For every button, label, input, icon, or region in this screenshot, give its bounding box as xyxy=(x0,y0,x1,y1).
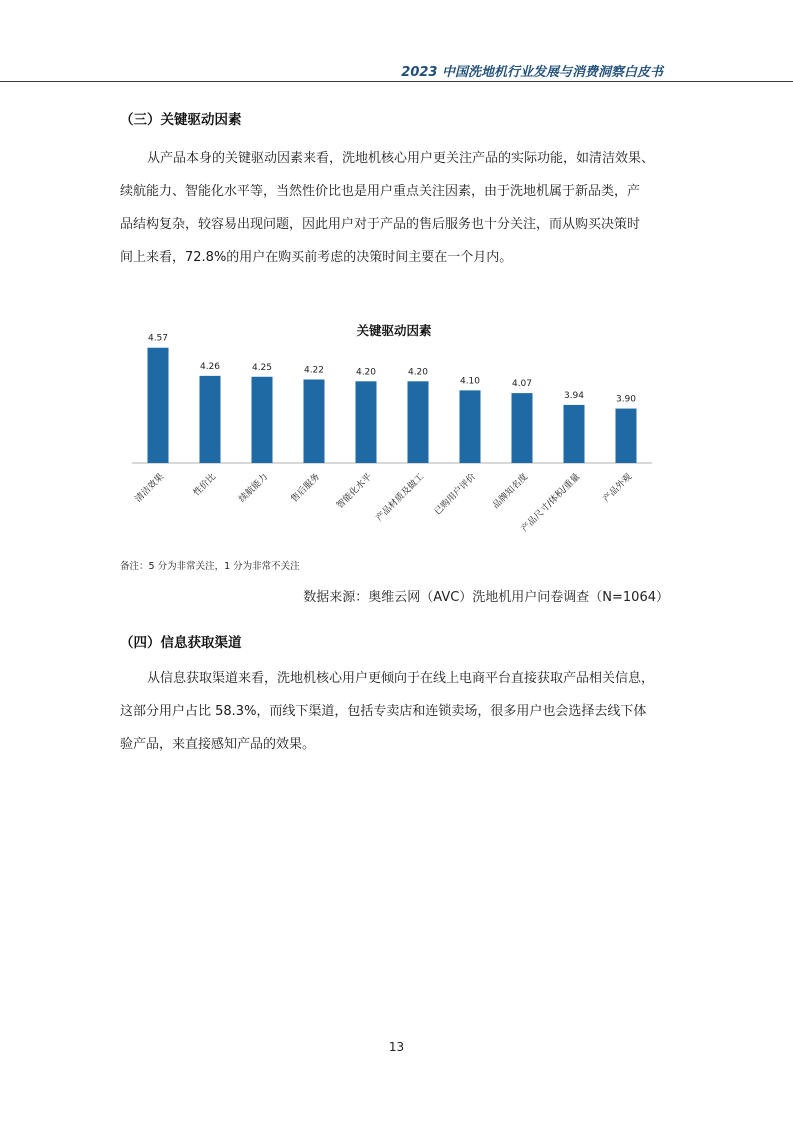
paragraph-line: 验产品，来直接感知产品的效果。 xyxy=(120,737,316,752)
section-4-heading: （四）信息获取渠道 xyxy=(120,635,242,651)
bar-value-label: 3.94 xyxy=(563,390,585,401)
category-label: 产品尺寸/体积/重量 xyxy=(519,472,583,535)
bar-1 xyxy=(148,348,169,463)
category-label: 性价比 xyxy=(191,472,219,499)
bar-value-label: 4.26 xyxy=(199,361,221,372)
section-4-paragraph xyxy=(120,662,680,761)
bar-5 xyxy=(356,381,377,463)
category-label: 产品外观 xyxy=(601,472,635,505)
category-label-group xyxy=(132,471,634,535)
bar-value-label: 4.22 xyxy=(303,365,325,376)
paragraph-line: 间上来看，72.8%的用户在购买前考虑的决策时间主要在一个月内。 xyxy=(120,250,513,265)
bar-6 xyxy=(408,381,429,463)
bar-value-label: 4.57 xyxy=(147,333,169,344)
section-3-heading: （三）关键驱动因素 xyxy=(120,112,242,128)
bar-value-label: 4.25 xyxy=(251,362,273,373)
category-label: 智能化水平 xyxy=(335,472,375,511)
chart-title: 关键驱动因素 xyxy=(356,323,432,338)
paragraph-line: 这部分用户占比 58.3%，而线下渠道，包括专卖店和连锁卖场，很多用户也会选择去线下体 xyxy=(120,704,647,719)
bar-10 xyxy=(616,409,637,463)
data-source: 数据来源：奥维云网（AVC）洗地机用户问卷调查（N=1064） xyxy=(303,590,669,605)
category-label: 续航能力 xyxy=(237,472,271,505)
paragraph-line: 从产品本身的关键驱动因素来看，洗地机核心用户更关注产品的实际功能，如清洁效果、 xyxy=(147,151,655,166)
bar-2 xyxy=(200,376,221,463)
bar-value-label: 4.10 xyxy=(459,376,481,387)
bar-7 xyxy=(460,390,481,463)
paragraph-line: 续航能力、智能化水平等，当然性价比也是用户重点关注因素，由于洗地机属于新品类，产 xyxy=(120,184,641,199)
bar-value-label: 3.90 xyxy=(615,394,637,405)
chart-note: 备注：5 分为非常关注，1 分为非常不关注 xyxy=(120,561,300,572)
category-label: 已购用户评价 xyxy=(432,472,479,518)
bar-group xyxy=(148,348,637,463)
bar-4 xyxy=(304,379,325,463)
category-label: 售后服务 xyxy=(289,472,323,505)
page-number: 13 xyxy=(388,1040,405,1054)
bar-value-label: 4.20 xyxy=(407,367,429,378)
key-drivers-bar-chart xyxy=(120,315,660,550)
bar-3 xyxy=(252,377,273,463)
section-3-paragraph xyxy=(120,142,680,274)
document-header-title: 2023 中国洗地机行业发展与消费洞察白皮书 xyxy=(401,65,663,80)
paragraph-line: 从信息获取渠道来看，洗地机核心用户更倾向于在线上电商平台直接获取产品相关信息， xyxy=(147,671,655,686)
header-divider xyxy=(0,81,793,82)
bar-9 xyxy=(564,405,585,463)
bar-8 xyxy=(512,393,533,463)
paragraph-line: 品结构复杂，较容易出现问题，因此用户对于产品的售后服务也十分关注，而从购买决策时 xyxy=(120,217,641,232)
bar-value-label: 4.07 xyxy=(511,379,533,390)
category-label: 清洁效果 xyxy=(133,472,167,505)
value-label-group xyxy=(148,334,636,405)
category-label: 产品材质及做工 xyxy=(374,472,427,524)
category-label: 品牌知名度 xyxy=(491,472,531,511)
bar-value-label: 4.20 xyxy=(355,367,377,378)
